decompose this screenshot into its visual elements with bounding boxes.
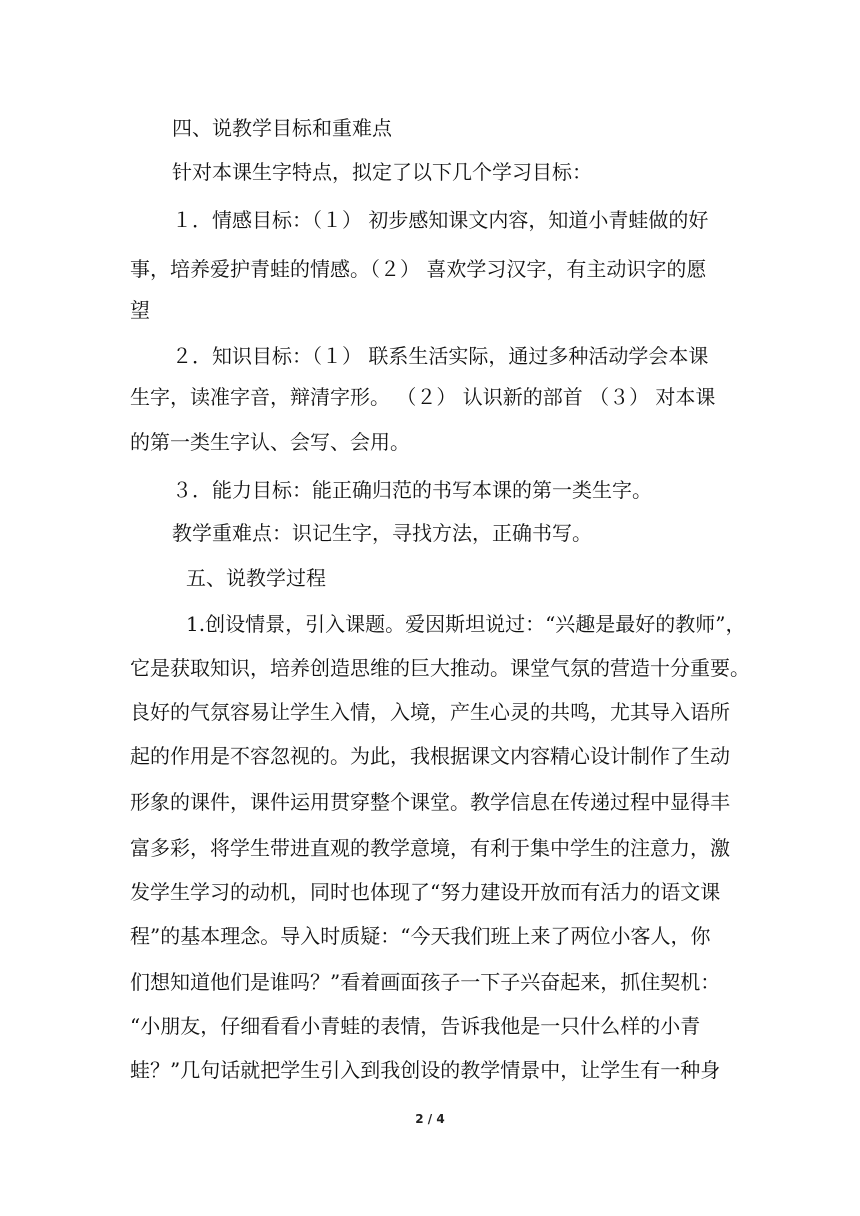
process-line-2: 它是获取知识，培养创造思维的巨大推动。课堂气氛的营造十分重要。: [130, 656, 750, 680]
process-line-8: 程”的基本理念。导入时质疑：“今天我们班上来了两位小客人，你: [130, 924, 711, 948]
goal-3-line: ３．能力目标：能正确归范的书写本课的第一类生字。: [172, 478, 652, 502]
process-line-10: “小朋友，仔细看看小青蛙的表情，告诉我他是一只什么样的小青: [130, 1014, 701, 1038]
process-line-5: 形象的课件，课件运用贯穿整个课堂。教学信息在传递过程中显得丰: [130, 790, 730, 814]
process-line-9: 们想知道他们是谁吗？”看着画面孩子一下子兴奋起来，抓住契机：: [130, 970, 721, 994]
goal-1-line-3: 望: [130, 298, 150, 322]
process-line-7: 发学生学习的动机，同时也体现了“努力建设开放而有活力的语文课: [130, 880, 721, 904]
goal-2-line-1: ２．知识目标：（１） 联系生活实际，通过多种活动学会本课: [172, 344, 709, 368]
section-5-heading: 五、说教学过程: [186, 566, 326, 590]
section-4-intro: 针对本课生字特点，拟定了以下几个学习目标：: [172, 160, 592, 184]
key-points-line: 教学重难点：识记生字，寻找方法，正确书写。: [172, 521, 592, 545]
process-line-1: 1.创设情景，引入课题。爱因斯坦说过：“兴趣是最好的教师”，: [186, 612, 746, 636]
section-4-heading: 四、说教学目标和重难点: [172, 116, 392, 140]
process-line-4: 起的作用是不容忽视的。为此，我根据课文内容精心设计制作了生动: [130, 744, 730, 768]
process-line-11: 蛙？”几句话就把学生引入到我创设的教学情景中，让学生有一种身: [130, 1058, 721, 1082]
process-line-6: 富多彩，将学生带进直观的教学意境，有利于集中学生的注意力，激: [130, 836, 730, 860]
goal-2-line-3: 的第一类生字认、会写、会用。: [130, 430, 410, 454]
goal-1-line-1: １．情感目标：（１） 初步感知课文内容，知道小青蛙做的好: [172, 208, 709, 232]
goal-2-line-2: 生字，读准字音，辩清字形。 （２） 认识新的部首 （３） 对本课: [130, 385, 716, 409]
goal-1-line-2: 事，培养爱护青蛙的情感。（２） 喜欢学习汉字，有主动识字的愿: [130, 257, 707, 281]
process-line-3: 良好的气氛容易让学生入情，入境，产生心灵的共鸣，尤其导入语所: [130, 700, 730, 724]
page-number: 2 / 4: [415, 1112, 445, 1126]
